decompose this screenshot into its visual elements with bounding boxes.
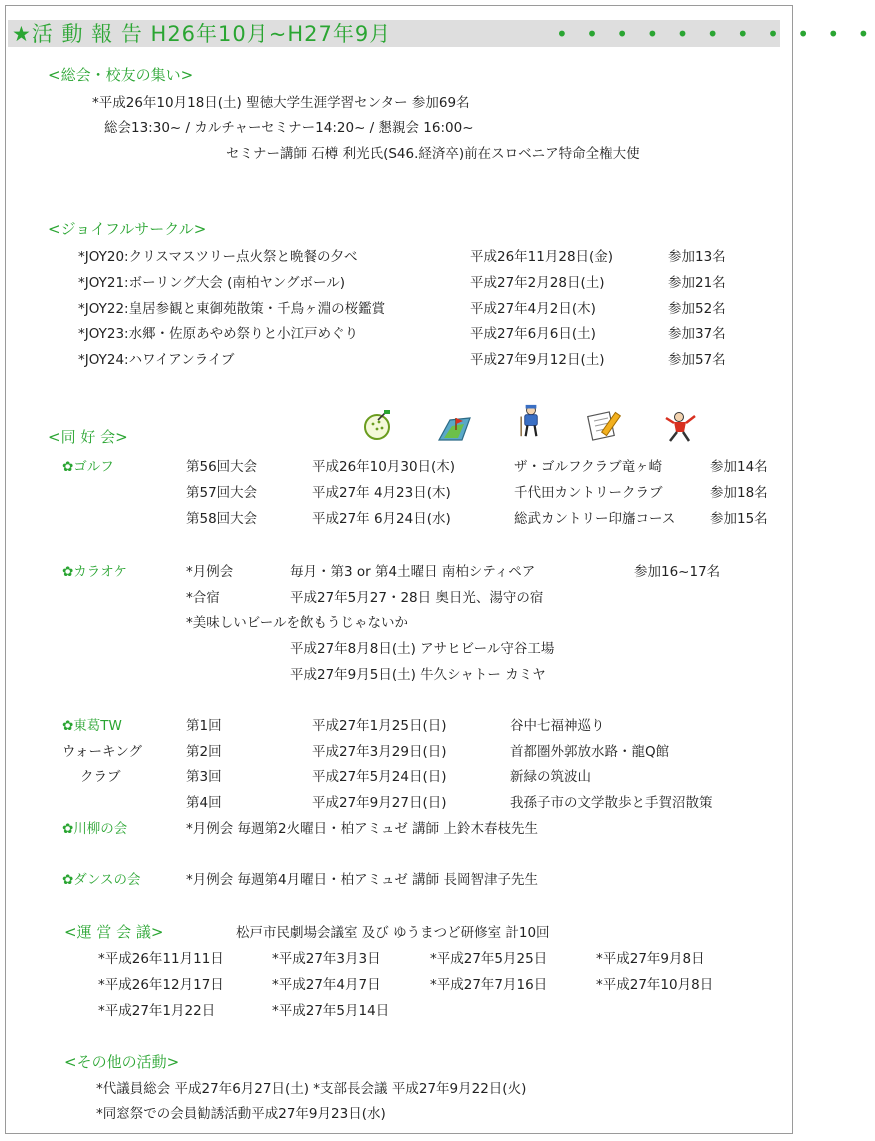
golf-date: 平成27年 6月24日(水) [312,511,451,527]
section-heading-other: <その他の活動> [64,1053,180,1071]
unei-date: *平成27年10月8日 [596,977,714,993]
dancer-icon [662,410,700,444]
joyful-row-count: 参加37名 [668,326,726,342]
unei-date: *平成27年3月3日 [272,951,381,967]
golf-event: 第56回大会 [186,459,258,475]
joyful-row-name: *JOY23:水郷・佐原あやめ祭りと小江戸めぐり [78,326,359,342]
karaoke-r5-detail: 平成27年9月5日(土) 牛久シャトー カミヤ [290,667,546,683]
golf-count: 参加15名 [710,511,768,527]
joyful-row-count: 参加52名 [668,301,726,317]
joyful-row-name: *JOY22:皇居参観と東御苑散策・千鳥ヶ淵の桜鑑賞 [78,301,386,317]
unei-date: *平成27年4月7日 [272,977,381,993]
golf-count: 参加18名 [710,485,768,501]
joyful-row-count: 参加13名 [668,249,726,265]
tokatsu-no: 第3回 [186,769,222,785]
notepad-pencil-icon [586,408,624,442]
tokatsu-sub-1: ウォーキング [62,744,143,760]
tokatsu-no: 第2回 [186,744,222,760]
joyful-row-count: 参加57名 [668,352,726,368]
karaoke-r2-detail: 平成27年5月27・28日 奥日光、湯守の宿 [290,590,544,606]
club-label-tokatsu: ✿東葛TW [62,718,122,734]
karaoke-r1-type: *月例会 [186,564,234,580]
unei-date: *平成27年1月22日 [98,1003,216,1019]
golf-count: 参加14名 [710,459,768,475]
walking-person-icon [512,404,550,438]
golf-place: 総武カントリー印旛コース [514,511,676,527]
golf-course-icon [436,412,474,446]
joyful-row-date: 平成27年4月2日(木) [470,301,596,317]
karaoke-r1-detail: 毎月・第3 or 第4土曜日 南柏シティペア [290,564,536,580]
karaoke-r2-type: *合宿 [186,590,220,606]
joyful-row-date: 平成27年2月28日(土) [470,275,605,291]
golf-event: 第58回大会 [186,511,258,527]
title-dots: • • • • • • • • • • • [556,22,875,46]
tokatsu-date: 平成27年1月25日(日) [312,718,447,734]
joyful-row-date: 平成27年9月12日(土) [470,352,605,368]
tokatsu-date: 平成27年5月24日(日) [312,769,447,785]
joyful-row-name: *JOY20:クリスマスツリー点火祭と晩餐の夕べ [78,249,358,265]
tokatsu-place: 谷中七福神巡り [510,718,605,734]
club-label-karaoke: ✿カラオケ [62,564,128,580]
dance-detail: *月例会 毎週第4月曜日・柏アミュゼ 講師 長岡智津子先生 [186,872,538,888]
unei-date: *平成26年12月17日 [98,977,224,993]
section-heading-soukai: <総会・校友の集い> [48,66,194,84]
soukai-line-3: セミナー講師 石樽 利光氏(S46.経済卒)前在スロベニア特命全権大使 [226,146,640,162]
unei-date: *平成27年5月25日 [430,951,548,967]
joyful-row-count: 参加21名 [668,275,726,291]
unei-note: 松戸市民劇場会議室 及び ゆうまつど研修室 計10回 [236,925,550,941]
soukai-line-1: *平成26年10月18日(土) 聖徳大学生涯学習センター 参加69名 [92,95,470,111]
unei-date: *平成27年7月16日 [430,977,548,993]
tokatsu-date: 平成27年3月29日(日) [312,744,447,760]
joyful-row-name: *JOY24:ハワイアンライブ [78,352,235,368]
other-line-2: *同窓祭での会員勧誘活動平成27年9月23日(水) [96,1106,386,1122]
tokatsu-place: 我孫子市の文学散歩と手賀沼散策 [510,795,713,811]
unei-date: *平成27年9月8日 [596,951,705,967]
golf-event: 第57回大会 [186,485,258,501]
soukai-line-2: 総会13:30~ / カルチャーセミナー14:20~ / 懇親会 16:00~ [104,120,474,136]
tokatsu-date: 平成27年9月27日(日) [312,795,447,811]
joyful-row-date: 平成26年11月28日(金) [470,249,614,265]
other-line-1: *代議員総会 平成27年6月27日(土) *支部長会議 平成27年9月22日(火) [96,1081,527,1097]
tokatsu-no: 第4回 [186,795,222,811]
club-label-golf: ✿ゴルフ [62,459,114,475]
tokatsu-no: 第1回 [186,718,222,734]
golf-date: 平成26年10月30日(木) [312,459,456,475]
club-label-dance: ✿ダンスの会 [62,872,141,888]
tokatsu-sub-2: クラブ [80,769,121,785]
tokatsu-place: 首都圏外郭放水路・龍Q館 [510,744,670,760]
club-label-senryu: ✿川柳の会 [62,821,128,837]
golf-place: ザ・ゴルフクラブ竜ヶ崎 [514,459,663,475]
golf-ball-icon [358,408,396,442]
joyful-row-name: *JOY21:ボーリング大会 (南柏ヤングボール) [78,275,345,291]
page-title: ★活 動 報 告 H26年10月~H27年9月 [12,22,392,46]
karaoke-r4-detail: 平成27年8月8日(土) アサヒビール守谷工場 [290,641,555,657]
unei-date: *平成26年11月11日 [98,951,224,967]
section-heading-unei: <運 営 会 議> [64,923,164,941]
karaoke-r1-count: 参加16~17名 [634,564,721,580]
unei-date: *平成27年5月14日 [272,1003,390,1019]
joyful-row-date: 平成27年6月6日(土) [470,326,596,342]
karaoke-r3-title: *美味しいビールを飲もうじゃないか [186,615,408,631]
senryu-detail: *月例会 毎週第2火曜日・柏アミュゼ 講師 上鈴木春枝先生 [186,821,538,837]
tokatsu-place: 新緑の筑波山 [510,769,591,785]
golf-date: 平成27年 4月23日(木) [312,485,451,501]
section-heading-doukoukai: <同 好 会> [48,428,128,446]
golf-place: 千代田カントリークラブ [514,485,663,501]
section-heading-joyful: <ジョイフルサークル> [48,220,207,238]
